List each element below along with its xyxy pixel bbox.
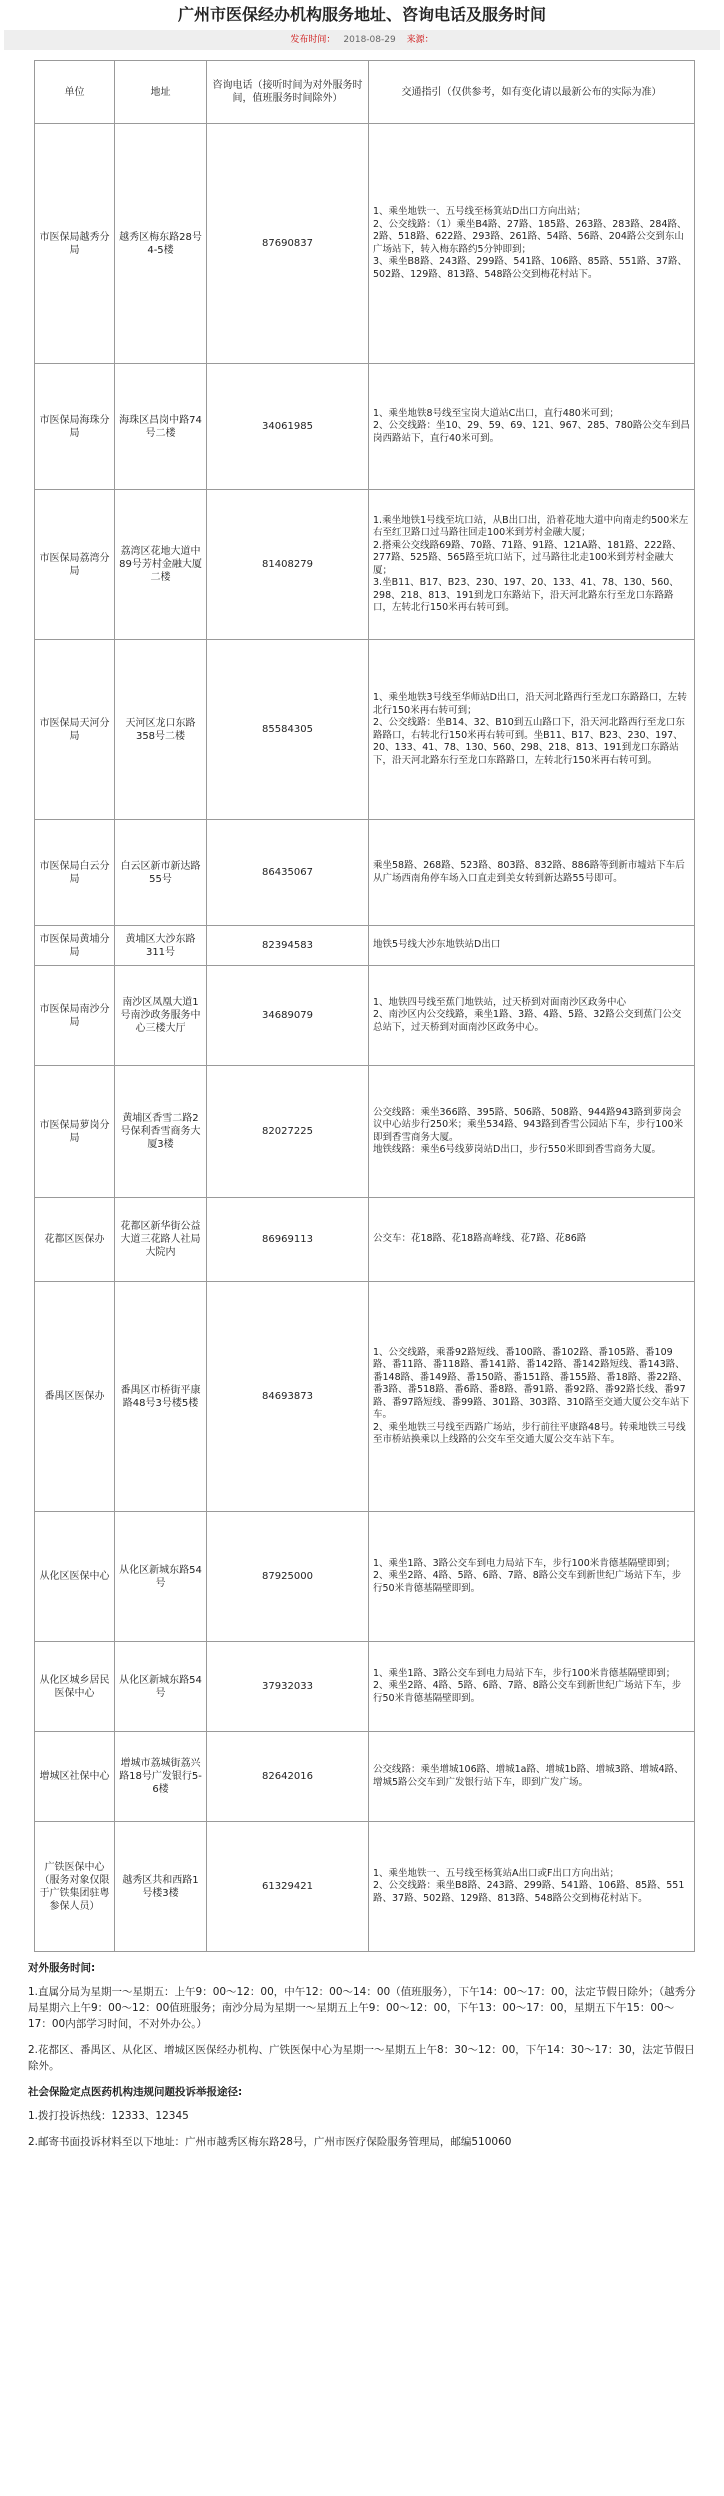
unit-cell: 从化区医保中心 xyxy=(35,1512,115,1642)
unit-cell: 市医保局萝岗分局 xyxy=(35,1066,115,1198)
table-row xyxy=(35,364,695,490)
address-cell: 南沙区凤凰大道1号南沙政务服务中心三楼大厅 xyxy=(115,966,207,1066)
address-cell: 白云区新市新达路55号 xyxy=(115,820,207,926)
phone-cell: 34061985 xyxy=(207,364,369,490)
table-row xyxy=(35,966,695,1066)
phone-cell: 85584305 xyxy=(207,640,369,820)
service-time-heading: 对外服务时间: xyxy=(28,1962,96,1974)
table-row xyxy=(35,124,695,364)
header-transport: 交通指引（仅供参考，如有变化请以最新公布的实际为准） xyxy=(369,61,695,124)
table-row xyxy=(35,490,695,640)
unit-cell: 增城区社保中心 xyxy=(35,1732,115,1822)
phone-cell: 37932033 xyxy=(207,1642,369,1732)
table-row xyxy=(35,820,695,926)
source-label: 来源： xyxy=(406,35,434,45)
table-row xyxy=(35,1642,695,1732)
phone-cell: 82394583 xyxy=(207,926,369,966)
address-cell: 越秀区梅东路28号4-5楼 xyxy=(115,124,207,364)
table-row xyxy=(35,640,695,820)
unit-cell: 番禺区医保办 xyxy=(35,1282,115,1512)
transport-cell: 公交线路：乘坐增城106路、增城1a路、增城1b路、增城3路、增城4路、增城5路公交车到广发银行站下车，即到广发广场。 xyxy=(369,1732,695,1822)
unit-cell: 市医保局南沙分局 xyxy=(35,966,115,1066)
table-row xyxy=(35,1732,695,1822)
address-cell: 番禺区市桥街平康路48号3号楼5楼 xyxy=(115,1282,207,1512)
phone-cell: 86969113 xyxy=(207,1198,369,1282)
table-row xyxy=(35,1066,695,1198)
phone-cell: 87925000 xyxy=(207,1512,369,1642)
header-address: 地址 xyxy=(115,61,207,124)
address-cell: 从化区新城东路54号 xyxy=(115,1642,207,1732)
transport-cell: 公交车：花18路、花18路高峰线、花7路、花86路 xyxy=(369,1198,695,1282)
phone-cell: 82642016 xyxy=(207,1732,369,1822)
address-cell: 越秀区共和西路1号楼3楼 xyxy=(115,1822,207,1952)
service-time-item-2: 2.花都区、番禺区、从化区、增城区医保经办机构、广铁医保中心为星期一～星期五上午8：30～12：00，下午14：30～17：30，法定节假日除外。 xyxy=(28,2044,695,2072)
unit-cell: 市医保局黄埔分局 xyxy=(35,926,115,966)
transport-cell: 1、乘坐地铁一、五号线至杨箕站A出口或F出口方向出站； 2、公交线路：乘坐B8路、243路、299路、541路、106路、85路、551路、37路、502路、129路、813路、548路公交到梅花村站下。 xyxy=(369,1822,695,1952)
header-phone: 咨询电话（接听时间为对外服务时间，值班服务时间除外） xyxy=(207,61,369,124)
phone-cell: 84693873 xyxy=(207,1282,369,1512)
unit-cell: 广铁医保中心（服务对象仅限于广铁集团驻粤参保人员） xyxy=(35,1822,115,1952)
service-table xyxy=(34,60,695,1952)
transport-cell: 1、乘坐地铁3号线至华师站D出口，沿天河北路西行至龙口东路路口，左转北行150米再右转可到； 2、公交线路：坐B14、32、B10到五山路口下，沿天河北路西行至龙口东路路口，右转北行150米再右转可到。坐B11、B17、B23、230、197、20、133、41、78、130、560、298、218、813、191到龙口东路站下，沿天河北路东行至龙口东路路口，左转北行150米再右转可到。 xyxy=(369,640,695,820)
phone-cell: 87690837 xyxy=(207,124,369,364)
unit-cell: 市医保局天河分局 xyxy=(35,640,115,820)
complaint-item-2: 2.邮寄书面投诉材料至以下地址：广州市越秀区梅东路28号，广州市医疗保险服务管理局，邮编510060 xyxy=(28,2136,512,2148)
page-title: 广州市医保经办机构服务地址、咨询电话及服务时间 xyxy=(177,5,546,24)
table-row xyxy=(35,1282,695,1512)
complaint-item-1: 1.拨打投诉热线：12333、12345 xyxy=(28,2110,189,2122)
publish-date: 2018-08-29 xyxy=(343,35,396,45)
address-cell: 从化区新城东路54号 xyxy=(115,1512,207,1642)
address-cell: 荔湾区花地大道中89号芳村金融大厦二楼 xyxy=(115,490,207,640)
phone-cell: 81408279 xyxy=(207,490,369,640)
phone-cell: 82027225 xyxy=(207,1066,369,1198)
table-row xyxy=(35,1822,695,1952)
table-row xyxy=(35,1512,695,1642)
header-unit: 单位 xyxy=(35,61,115,124)
table-row xyxy=(35,926,695,966)
transport-cell: 公交线路：乘坐366路、395路、506路、508路、944路943路到萝岗会议中心站步行250米；乘坐534路、943路到香雪公园站下车，步行100米即到香雪商务大厦。 地铁线路：乘坐6号线萝岗站D出口，步行550米即到香雪商务大厦。 xyxy=(369,1066,695,1198)
table-row xyxy=(35,1198,695,1282)
unit-cell: 市医保局越秀分局 xyxy=(35,124,115,364)
transport-cell: 1.乘坐地铁1号线至坑口站，从B出口出，沿着花地大道中向南走约500米左右至红卫路口过马路往回走100米到芳村金融大厦； 2.搭乘公交线路69路、70路、71路、91路、121A路、181路、222路、277路、525路、565路至坑口站下，过马路往北走100米到芳村金融大厦； 3.坐B11、B17、B23、230、197、20、133、41、78、130、560、298、218、813、191到龙口东路站下，沿天河北路东行至龙口东路路口，左转北行150米再右转可到。 xyxy=(369,490,695,640)
address-cell: 黄埔区香雪二路2号保利香雪商务大厦3楼 xyxy=(115,1066,207,1198)
address-cell: 花都区新华街公益大道三花路人社局大院内 xyxy=(115,1198,207,1282)
table-header-row xyxy=(35,61,695,124)
transport-cell: 1、乘坐1路、3路公交车到电力局站下车，步行100米肯德基隔壁即到；2、乘坐2路、4路、5路、6路、7路、8路公交车到新世纪广场站下车，步行50米肯德基隔壁即到。 xyxy=(369,1642,695,1732)
address-cell: 增城市荔城街荔兴路18号广发银行5-6楼 xyxy=(115,1732,207,1822)
transport-cell: 1、乘坐地铁一、五号线至杨箕站D出口方向出站； 2、公交线路：（1）乘坐B4路、27路、185路、263路、283路、284路、2路、518路、622路、293路、261路、54路、56路、204路公交到东山广场站下，转入梅东路约5分钟即到； 3、乘坐B8路、243路、299路、541路、106路、85路、551路、37路、502路、129路、813路、548路公交到梅花村站下。 xyxy=(369,124,695,364)
unit-cell: 市医保局白云分局 xyxy=(35,820,115,926)
transport-cell: 地铁5号线大沙东地铁站D出口 xyxy=(369,926,695,966)
unit-cell: 市医保局海珠分局 xyxy=(35,364,115,490)
address-cell: 天河区龙口东路358号二楼 xyxy=(115,640,207,820)
service-time-item-1: 1.直属分局为星期一～星期五：上午9：00～12：00，中午12：00～14：00（值班服务），下午14：00～17：00，法定节假日除外；（越秀分局星期六上午9：00～12：00值班服务；南沙分局为星期一～星期五上午9：00～12：00，下午13：00～17：00，星期五下午15：00～17：00内部学习时间，不对外办公。） xyxy=(28,1986,696,2030)
address-cell: 黄埔区大沙东路311号 xyxy=(115,926,207,966)
phone-cell: 86435067 xyxy=(207,820,369,926)
transport-cell: 1、乘坐1路、3路公交车到电力局站下车，步行100米肯德基隔壁即到； 2、乘坐2路、4路、5路、6路、7路、8路公交车到新世纪广场站下车，步行50米肯德基隔壁即到。 xyxy=(369,1512,695,1642)
unit-cell: 从化区城乡居民医保中心 xyxy=(35,1642,115,1732)
phone-cell: 61329421 xyxy=(207,1822,369,1952)
phone-cell: 34689079 xyxy=(207,966,369,1066)
notes-section xyxy=(28,1960,698,2150)
unit-cell: 花都区医保办 xyxy=(35,1198,115,1282)
complaint-heading: 社会保险定点医药机构违规问题投诉举报途径: xyxy=(28,2086,243,2098)
publish-meta xyxy=(4,30,720,50)
publish-label: 发布时间： xyxy=(290,35,336,45)
transport-cell: 乘坐58路、268路、523路、803路、832路、886路等到新市墟站下车后从广场西南角停车场入口直走到美女转到新达路55号即可。 xyxy=(369,820,695,926)
transport-cell: 1、乘坐地铁8号线至宝岗大道站C出口，直行480米可到； 2、公交线路：坐10、29、59、69、121、967、285、780路公交车到昌岗西路站下，直行40米可到。 xyxy=(369,364,695,490)
address-cell: 海珠区昌岗中路74号二楼 xyxy=(115,364,207,490)
transport-cell: 1、地铁四号线至蕉门地铁站，过天桥到对面南沙区政务中心 2、南沙区内公交线路，乘坐1路、3路、4路、5路、32路公交到蕉门公交总站下，过天桥到对面南沙区政务中心。 xyxy=(369,966,695,1066)
unit-cell: 市医保局荔湾分局 xyxy=(35,490,115,640)
transport-cell: 1、公交线路，乘番92路短线、番100路、番102路、番105路、番109路、番11路、番118路、番141路、番142路、番142路短线、番143路、番148路、番149路、番150路、番151路、番155路、番18路、番22路、番3路、番518路、番6路、番8路、番91路、番92路、番92路长线、番97路、番97路短线、番99路、301路、303路、310路至交通大厦公交车站下车。 2、乘坐地铁三号线至西路广场站，步行前往平康路48号。转乘地铁三号线至市桥站换乘以上线路的公交车至交通大厦公交车站下车。 xyxy=(369,1282,695,1512)
